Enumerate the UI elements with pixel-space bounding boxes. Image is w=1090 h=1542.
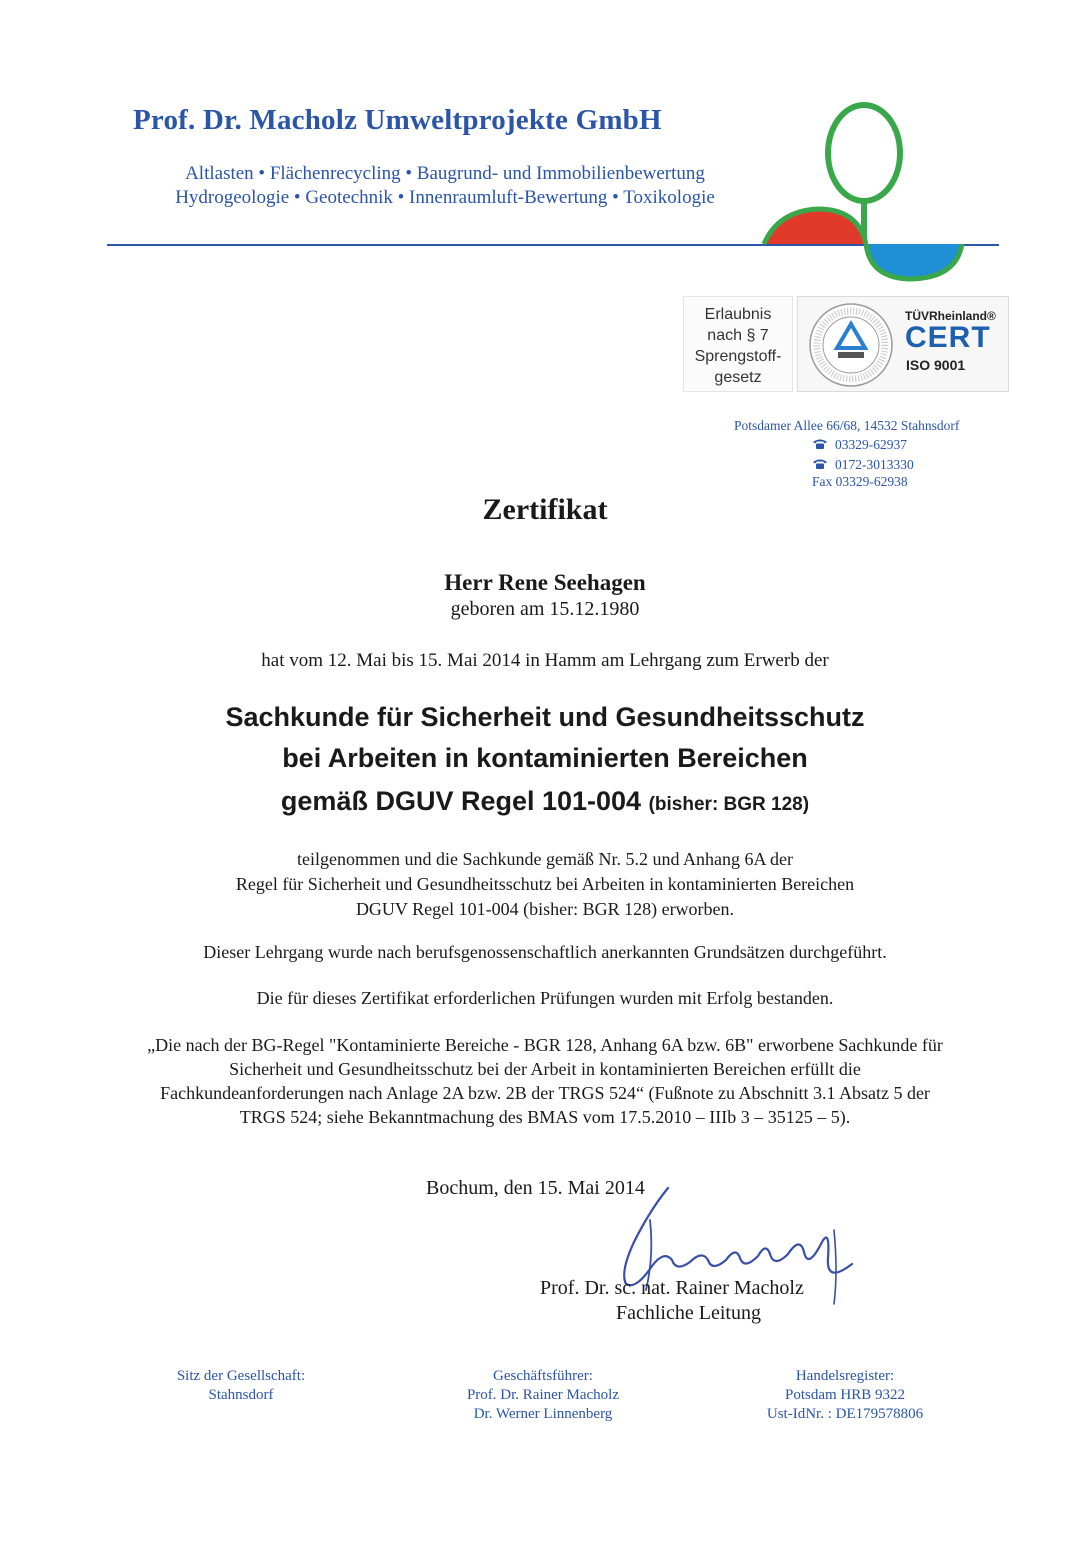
course-line-3	[0, 786, 1090, 817]
legal-quote	[60, 1033, 1030, 1129]
tuv-cert-label: CERT	[905, 321, 991, 354]
mgmt-label: Geschäftsführer:	[493, 1368, 593, 1384]
course-line-2: bei Arbeiten in kontaminierten Bereichen	[282, 743, 808, 773]
phone-1-number: 03329-62937	[835, 437, 907, 452]
person-birth: geboren am 15.12.1980	[450, 598, 640, 620]
course-line-3-note: (bisher: BGR 128)	[648, 794, 810, 815]
contact-phone-1	[812, 437, 907, 453]
quote-line-4: TRGS 524; siehe Bekanntmachung des BMAS vom 17.5.2010 – IIIb 3 – 35125 – 5).	[239, 1107, 851, 1127]
course-line-1: Sachkunde für Sicherheit und Gesundheitsschutz	[225, 702, 865, 732]
contact-fax: Fax 03329-62938	[812, 474, 908, 489]
course-intro: hat vom 12. Mai bis 15. Mai 2014 in Hamm am Lehrgang zum Erwerb der	[261, 650, 829, 671]
mgmt-value-1: Prof. Dr. Rainer Macholz	[466, 1387, 620, 1403]
permit-line-2: nach § 7	[707, 327, 769, 344]
reg-value-2: Ust-IdNr. : DE179578806	[766, 1406, 924, 1422]
para1-line-3: DGUV Regel 101-004 (bisher: BGR 128) erworben.	[355, 899, 735, 919]
tuv-brand: TÜVRheinland®	[905, 309, 996, 323]
contact-address: Potsdamer Allee 66/68, 14532 Stahnsdorf	[734, 418, 960, 433]
certificate-title: Zertifikat	[482, 493, 608, 526]
permit-line-4: gesetz	[714, 369, 762, 386]
phone-icon	[812, 458, 828, 470]
principles-paragraph: Dieser Lehrgang wurde nach berufsgenossenschaftlich anerkannten Grundsätzen durchgeführt.	[203, 942, 887, 962]
course-line-3-main: gemäß DGUV Regel 101-004	[280, 786, 642, 816]
seat-value: Stahnsdorf	[208, 1387, 274, 1403]
quote-line-2: Sicherheit und Gesundheitsschutz bei der Arbeit in kontaminierten Bereichen erfüllt die	[229, 1059, 861, 1079]
reg-value-1: Potsdam HRB 9322	[784, 1387, 905, 1403]
mgmt-value-2: Dr. Werner Linnenberg	[473, 1406, 613, 1422]
services-line-2: Hydrogeologie • Geotechnik • Innenraumluft-Bewertung • Toxikologie	[175, 187, 715, 208]
services-line-1: Altlasten • Flächenrecycling • Baugrund- und Immobilienbewertung	[185, 163, 705, 184]
signer-name: Prof. Dr. sc. nat. Rainer Macholz	[540, 1277, 804, 1299]
para1-line-1: teilgenommen und die Sachkunde gemäß Nr. 5.2 und Anhang 6A der	[297, 849, 793, 869]
phone-icon	[812, 438, 828, 450]
seat-label: Sitz der Gesellschaft:	[176, 1368, 306, 1384]
quote-line-1: „Die nach der BG-Regel "Kontaminierte Bereiche - BGR 128, Anhang 6A bzw. 6B" erworbene Sachkunde für	[147, 1035, 943, 1055]
footer-management	[428, 1367, 658, 1424]
tuv-seal-icon	[808, 302, 894, 388]
tuv-iso-label: ISO 9001	[906, 357, 966, 373]
company-name: Prof. Dr. Macholz Umweltprojekte GmbH	[133, 104, 662, 136]
company-logo-icon	[758, 101, 994, 287]
permit-line-3: Sprengstoff-	[694, 348, 782, 365]
para1-line-2: Regel für Sicherheit und Gesundheitsschutz bei Arbeiten in kontaminierten Bereichen	[235, 874, 855, 894]
quote-line-3: Fachkundeanforderungen nach Anlage 2A bzw. 2B der TRGS 524“ (Fußnote zu Abschnitt 3.1 Absatz 5 der	[160, 1083, 930, 1103]
phone-2-number: 0172-3013330	[835, 457, 914, 472]
reg-label: Handelsregister:	[795, 1368, 895, 1384]
footer-company-seat	[141, 1367, 341, 1405]
place-date: Bochum, den 15. Mai 2014	[426, 1177, 645, 1199]
participation-paragraph	[0, 847, 1090, 922]
tuv-cert-badge	[797, 296, 1009, 392]
exam-paragraph: Die für dieses Zertifikat erforderlichen Prüfungen wurden mit Erfolg bestanden.	[256, 988, 834, 1008]
contact-phone-2	[812, 457, 914, 473]
permit-line-1: Erlaubnis	[704, 306, 772, 323]
explosives-permit-badge	[683, 296, 793, 392]
footer-register	[740, 1367, 950, 1424]
signer-role: Fachliche Leitung	[616, 1302, 761, 1324]
person-name: Herr Rene Seehagen	[444, 570, 646, 595]
